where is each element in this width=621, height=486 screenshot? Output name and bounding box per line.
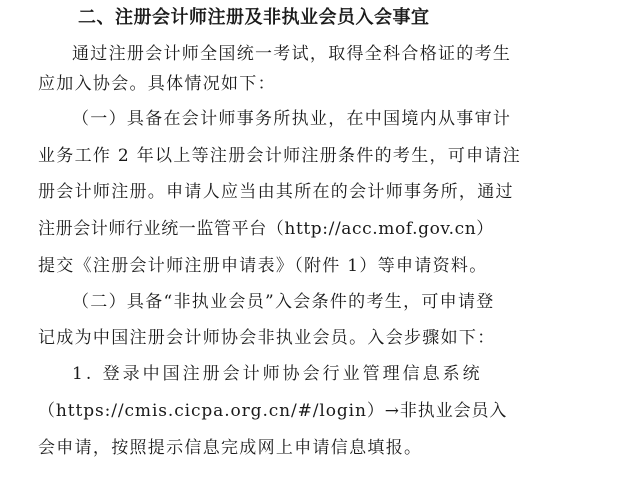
paragraph-line: 会申请，按照提示信息完成网上申请信息填报。 bbox=[38, 438, 423, 458]
paragraph-line: 应加入协会。具体情况如下： bbox=[38, 74, 276, 94]
paragraph-line: 业务工作 2 年以上等注册会计师注册条件的考生，可申请注 bbox=[38, 146, 522, 166]
paragraph-line: 记成为中国注册会计师协会非执业会员。入会步骤如下： bbox=[38, 328, 496, 348]
paragraph-line-with-url: （https://cmis.cicpa.org.cn/#/login）→非执业会员入 bbox=[38, 401, 508, 421]
paragraph-line: 通过注册会计师全国统一考试，取得全科合格证的考生 bbox=[72, 44, 512, 64]
section-heading: 二、注册会计师注册及非执业会员入会事宜 bbox=[78, 7, 430, 28]
step-line: 1. 登录中国注册会计师协会行业管理信息系统 bbox=[72, 364, 483, 384]
paragraph-line: （二）具备“非执业会员”入会条件的考生，可申请登 bbox=[72, 292, 495, 312]
paragraph-line: 册会计师注册。申请人应当由其所在的会计师事务所，通过 bbox=[38, 182, 514, 202]
paragraph-line: （一）具备在会计师事务所执业，在中国境内从事审计 bbox=[72, 109, 512, 129]
paragraph-line: 提交《注册会计师注册申请表》（附件 1）等申请资料。 bbox=[38, 256, 488, 276]
paragraph-line-with-url: 注册会计师行业统一监管平台（http://acc.mof.gov.cn） bbox=[38, 219, 494, 239]
